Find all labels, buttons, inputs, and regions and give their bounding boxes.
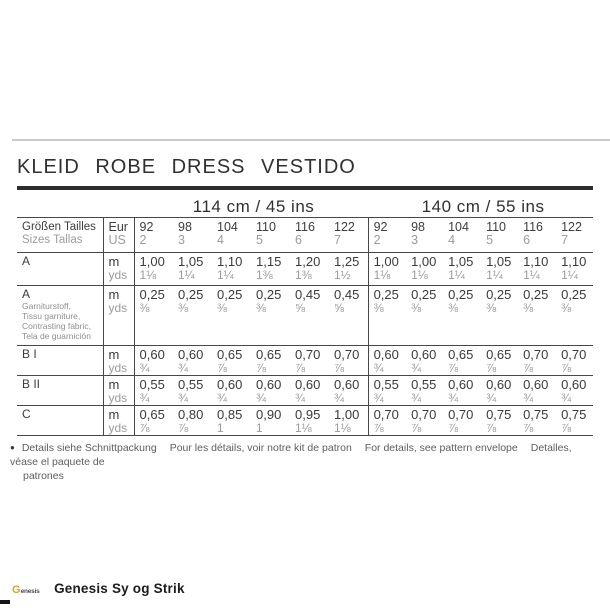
meters-value: 0,70: [561, 347, 587, 362]
value-cell: [406, 286, 443, 346]
view-label-cell: [17, 253, 103, 286]
view-sublabel: Garniturstoff,: [22, 301, 71, 311]
yards-value: ⅞: [139, 421, 150, 435]
footnote-de: Details siehe Schnittpackung: [21, 442, 157, 454]
meters-value: 0,65: [486, 347, 512, 362]
meters-value: 1,20: [295, 254, 321, 269]
view-sublabel: Tissu garniture,: [22, 311, 81, 321]
yards-value: ¾: [523, 391, 534, 405]
size-cell: [406, 218, 443, 253]
yards-value: ¾: [486, 391, 497, 405]
meters-value: 0,55: [411, 377, 437, 392]
us-size: 3: [411, 233, 419, 247]
value-cell: [251, 406, 290, 436]
yards-value: ⅜: [523, 301, 534, 315]
unit-m: m: [108, 254, 120, 269]
bullet-icon: ●: [10, 443, 15, 452]
meters-value: 0,55: [178, 377, 204, 392]
footnote-es: Detalles, véase el paquete de: [10, 442, 572, 468]
value-cell: [329, 346, 368, 376]
meters-value: 0,65: [217, 347, 243, 362]
yards-value: 1¼: [486, 268, 503, 282]
yards-value: ⅞: [256, 361, 267, 375]
yards-value: ¾: [256, 391, 267, 405]
value-cell: [368, 253, 406, 286]
yards-value: 1¼: [448, 268, 465, 282]
yards-value: 1¼: [523, 268, 540, 282]
us-size: 2: [139, 233, 147, 247]
view-label-cell: [17, 406, 103, 436]
value-cell: [481, 376, 518, 406]
value-cell: [329, 406, 368, 436]
meters-value: 0,25: [448, 287, 474, 302]
unit-yds: yds: [108, 268, 128, 282]
yards-value: ⅜: [139, 301, 150, 315]
value-cell: [329, 253, 368, 286]
value-cell: [556, 253, 593, 286]
value-cell: [173, 346, 212, 376]
value-cell: [368, 346, 406, 376]
size-cell: [290, 218, 329, 253]
meters-value: 0,70: [373, 407, 399, 422]
meters-value: 0,25: [373, 287, 399, 302]
eur-size: 98: [178, 220, 192, 234]
yards-value: ⅜: [373, 301, 384, 315]
meters-value: 0,70: [448, 407, 474, 422]
yards-value: 1⅛: [139, 268, 157, 282]
size-cell: [481, 218, 518, 253]
value-cell: [212, 286, 251, 346]
meters-value: 0,70: [334, 347, 360, 362]
size-header-row: [17, 218, 593, 253]
yards-value: ¾: [178, 391, 189, 405]
size-unit-us: US: [108, 233, 126, 247]
value-cell: [406, 346, 443, 376]
meters-value: 0,70: [411, 407, 437, 422]
meters-value: 0,65: [448, 347, 474, 362]
meters-value: 1,10: [561, 254, 587, 269]
view-label: B II: [22, 377, 41, 391]
meters-value: 0,55: [139, 377, 165, 392]
view-label-cell: [17, 376, 103, 406]
yards-value: ¾: [411, 391, 422, 405]
meters-value: 0,90: [256, 407, 282, 422]
spacer-cell: [17, 195, 103, 218]
meters-value: 0,25: [217, 287, 243, 302]
meters-value: 0,95: [295, 407, 321, 422]
unit-m: m: [108, 377, 120, 392]
meters-value: 1,00: [373, 254, 399, 269]
yards-value: 1: [217, 421, 224, 435]
eur-size: 116: [523, 220, 543, 234]
size-cell: [368, 218, 406, 253]
value-cell: [556, 346, 593, 376]
meters-value: 0,70: [295, 347, 321, 362]
unit-yds: yds: [108, 421, 128, 435]
table-row: [17, 253, 593, 286]
fabric-width-row: [17, 195, 593, 218]
yards-value: ⅞: [217, 361, 228, 375]
eur-size: 110: [486, 220, 506, 234]
yards-value: ⅜: [217, 301, 228, 315]
unit-yds: yds: [108, 361, 128, 375]
footer: [12, 580, 185, 596]
value-cell: [481, 346, 518, 376]
meters-value: 0,25: [256, 287, 282, 302]
us-size: 4: [217, 233, 224, 247]
footnote-en: For details, see pattern envelope: [364, 442, 518, 454]
yards-value: 1⅜: [295, 268, 312, 282]
yards-value: ¾: [295, 391, 306, 405]
meters-value: 1,00: [139, 254, 165, 269]
eur-size: 98: [411, 220, 425, 234]
meters-value: 0,65: [256, 347, 282, 362]
meters-value: 0,25: [561, 287, 587, 302]
print-registration-mark: [0, 600, 10, 604]
unit-cell: [103, 346, 134, 376]
value-cell: [481, 253, 518, 286]
yards-value: ⅞: [486, 361, 497, 375]
size-cell: [329, 218, 368, 253]
us-size: 3: [178, 233, 185, 247]
size-cell: [134, 218, 173, 253]
meters-value: 0,85: [217, 407, 243, 422]
brand-name: Genesis Sy og Strik: [54, 581, 185, 596]
view-label-cell: [17, 346, 103, 376]
meters-value: 0,55: [373, 377, 399, 392]
value-cell: [406, 376, 443, 406]
value-cell: [518, 286, 556, 346]
us-size: 5: [486, 233, 494, 247]
value-cell: [173, 376, 212, 406]
meters-value: 0,25: [178, 287, 204, 302]
unit-cell: [103, 406, 134, 436]
value-cell: [173, 253, 212, 286]
value-cell: [518, 406, 556, 436]
yards-value: 1⅛: [334, 421, 351, 435]
meters-value: 0,25: [411, 287, 437, 302]
meters-value: 0,25: [523, 287, 549, 302]
value-cell: [368, 376, 406, 406]
size-cell: [173, 218, 212, 253]
unit-yds: yds: [108, 301, 128, 315]
eur-size: 92: [139, 220, 154, 234]
meters-value: 0,25: [486, 287, 512, 302]
yards-value: 1¼: [178, 268, 195, 282]
logo-rest: enesis: [20, 588, 40, 595]
value-cell: [251, 346, 290, 376]
yards-value: ⅜: [561, 301, 572, 315]
eur-size: 116: [295, 220, 315, 234]
view-sublabel: Tela de guarnición: [22, 331, 91, 341]
fabric-table: [17, 195, 593, 436]
meters-value: 0,25: [139, 287, 165, 302]
eur-size: 104: [448, 220, 469, 234]
view-label-cell: [17, 286, 103, 346]
view-sublabel: Contrasting fabric,: [22, 321, 91, 331]
value-cell: [368, 286, 406, 346]
unit-cell: [103, 253, 134, 286]
meters-value: 1,05: [486, 254, 512, 269]
meters-value: 1,10: [523, 254, 549, 269]
view-label: A: [22, 254, 31, 268]
yards-value: ⅞: [373, 421, 384, 435]
value-cell: [443, 253, 481, 286]
eur-size: 122: [561, 220, 582, 234]
meters-value: 0,45: [334, 287, 360, 302]
yards-value: ¾: [373, 361, 384, 375]
value-cell: [518, 376, 556, 406]
yards-value: ⅜: [411, 301, 422, 315]
value-cell: [443, 346, 481, 376]
yards-value: ⅞: [486, 421, 497, 435]
yards-value: ⅜: [256, 301, 267, 315]
unit-cell: [103, 376, 134, 406]
table-row: [17, 286, 593, 346]
meters-value: 0,60: [217, 377, 243, 392]
us-size: 6: [523, 233, 531, 247]
footnote-es-wrap: patrones: [23, 470, 64, 482]
meters-value: 0,60: [139, 347, 165, 362]
yards-value: ⅞: [561, 421, 572, 435]
value-cell: [368, 406, 406, 436]
yards-value: ⅞: [561, 361, 572, 375]
fabric-width-header-0: 114 cm / 45 ins: [134, 195, 368, 218]
value-cell: [481, 406, 518, 436]
value-cell: [134, 406, 173, 436]
meters-value: 1,00: [334, 407, 360, 422]
fabric-width-header-1: 140 cm / 55 ins: [368, 195, 593, 218]
meters-value: 0,80: [178, 407, 204, 422]
yards-value: ⅝: [334, 301, 345, 315]
value-cell: [443, 376, 481, 406]
cropped-table-bottom-rule: [12, 139, 610, 141]
fabric-table-body: [17, 195, 593, 436]
yards-value: 1⅛: [411, 268, 428, 282]
unit-m: m: [108, 287, 120, 302]
yards-value: ⅝: [295, 301, 306, 315]
yards-value: ¾: [139, 361, 150, 375]
yards-value: ¾: [178, 361, 189, 375]
us-size: 5: [256, 233, 263, 247]
us-size: 4: [448, 233, 456, 247]
eur-size: 104: [217, 220, 238, 234]
yards-value: ⅞: [448, 361, 459, 375]
value-cell: [290, 253, 329, 286]
value-cell: [173, 286, 212, 346]
meters-value: 0,75: [486, 407, 512, 422]
value-cell: [212, 406, 251, 436]
meters-value: 0,70: [523, 347, 549, 362]
yards-value: 1⅜: [256, 268, 273, 282]
size-cell: [518, 218, 556, 253]
yards-value: ¾: [448, 391, 459, 405]
yards-value: ⅞: [178, 421, 189, 435]
value-cell: [518, 346, 556, 376]
value-cell: [212, 346, 251, 376]
view-label: B I: [22, 347, 37, 361]
logo-g: G: [12, 584, 21, 596]
eur-size: 110: [256, 220, 276, 234]
value-cell: [251, 253, 290, 286]
yards-value: ⅞: [523, 361, 534, 375]
value-cell: [556, 376, 593, 406]
meters-value: 0,60: [523, 377, 549, 392]
value-cell: [518, 253, 556, 286]
yards-value: ⅜: [178, 301, 189, 315]
yards-value: 1¼: [217, 268, 234, 282]
yards-value: ¾: [561, 391, 572, 405]
yards-value: ¾: [139, 391, 150, 405]
yards-value: ⅞: [334, 361, 345, 375]
value-cell: [134, 286, 173, 346]
yards-value: 1½: [334, 268, 351, 282]
size-label-line1: Größen Tailles: [22, 221, 96, 233]
size-cell: [556, 218, 593, 253]
eur-size: 122: [334, 220, 355, 234]
size-cell: [251, 218, 290, 253]
value-cell: [290, 346, 329, 376]
value-cell: [290, 376, 329, 406]
spacer-cell: [103, 195, 134, 218]
size-label-line2: Sizes Tallas: [22, 234, 83, 246]
yards-value: ⅜: [486, 301, 497, 315]
meters-value: 0,60: [561, 377, 587, 392]
value-cell: [406, 406, 443, 436]
us-size: 7: [561, 233, 569, 247]
meters-value: 0,60: [411, 347, 437, 362]
yards-value: ¾: [217, 391, 228, 405]
meters-value: 0,60: [486, 377, 512, 392]
footnote-fr: Pour les détails, voir notre kit de patron: [169, 442, 352, 454]
value-cell: [406, 253, 443, 286]
value-cell: [443, 286, 481, 346]
yards-value: ¾: [334, 391, 345, 405]
yards-value: ⅜: [448, 301, 459, 315]
view-label: C: [22, 407, 31, 421]
unit-cell: [103, 286, 134, 346]
unit-m: m: [108, 407, 120, 422]
meters-value: 1,10: [217, 254, 243, 269]
yards-value: ⅞: [448, 421, 459, 435]
meters-value: 0,60: [256, 377, 282, 392]
size-unit-cell: [103, 218, 134, 253]
size-cell: [443, 218, 481, 253]
meters-value: 0,75: [523, 407, 549, 422]
eur-size: 92: [373, 220, 388, 234]
value-cell: [251, 376, 290, 406]
yards-value: ⅞: [523, 421, 534, 435]
meters-value: 1,15: [256, 254, 282, 269]
section-divider-bar: [17, 186, 593, 190]
table-row: [17, 406, 593, 436]
meters-value: 0,60: [448, 377, 474, 392]
meters-value: 0,75: [561, 407, 587, 422]
unit-yds: yds: [108, 391, 128, 405]
size-cell: [212, 218, 251, 253]
meters-value: 1,05: [178, 254, 204, 269]
us-size: 7: [334, 233, 341, 247]
unit-m: m: [108, 347, 120, 362]
value-cell: [290, 286, 329, 346]
yards-value: ¾: [373, 391, 384, 405]
yards-value: ⅞: [295, 361, 306, 375]
yards-value: 1¼: [561, 268, 578, 282]
table-row: [17, 346, 593, 376]
footnote: [10, 441, 596, 483]
size-label-cell: [17, 218, 103, 253]
table-row: [17, 376, 593, 406]
meters-value: 0,60: [373, 347, 399, 362]
value-cell: [173, 406, 212, 436]
value-cell: [212, 376, 251, 406]
meters-value: 0,65: [139, 407, 165, 422]
value-cell: [443, 406, 481, 436]
value-cell: [290, 406, 329, 436]
value-cell: [481, 286, 518, 346]
value-cell: [556, 406, 593, 436]
view-label: A: [22, 287, 31, 301]
meters-value: 0,60: [295, 377, 321, 392]
genesis-logo-icon: [12, 580, 40, 597]
garment-title: KLEID ROBE DRESS VESTIDO: [17, 156, 356, 178]
us-size: 2: [373, 233, 381, 247]
yards-value: 1⅛: [295, 421, 312, 435]
value-cell: [134, 376, 173, 406]
meters-value: 1,05: [448, 254, 474, 269]
value-cell: [329, 376, 368, 406]
meters-value: 1,00: [411, 254, 437, 269]
value-cell: [134, 346, 173, 376]
yards-value: 1⅛: [373, 268, 391, 282]
size-unit-eur: Eur: [108, 220, 128, 234]
meters-value: 1,25: [334, 254, 360, 269]
yards-value: 1: [256, 421, 263, 435]
yards-value: ⅞: [411, 421, 422, 435]
us-size: 6: [295, 233, 302, 247]
value-cell: [134, 253, 173, 286]
meters-value: 0,60: [178, 347, 204, 362]
yards-value: ¾: [411, 361, 422, 375]
value-cell: [251, 286, 290, 346]
meters-value: 0,60: [334, 377, 360, 392]
value-cell: [329, 286, 368, 346]
meters-value: 0,45: [295, 287, 321, 302]
value-cell: [212, 253, 251, 286]
value-cell: [556, 286, 593, 346]
